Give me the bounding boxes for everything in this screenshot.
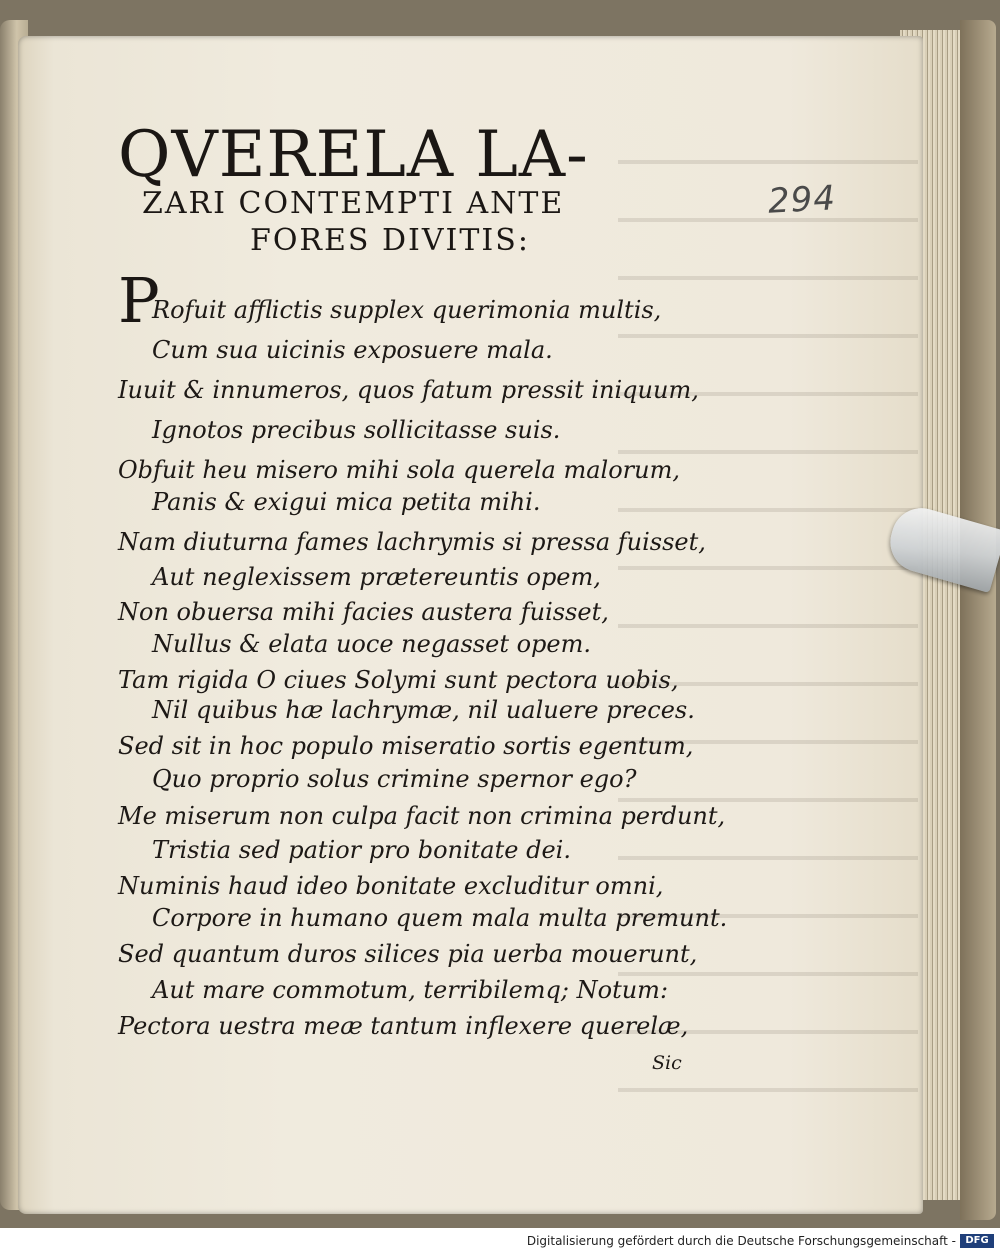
verse-line: Corpore in humano quem mala multa premunt.: [152, 904, 728, 932]
verse-line: Rofuit afflictis supplex querimonia multis,: [152, 296, 662, 324]
title-line-1: QVERELA LA-: [118, 118, 589, 192]
verse-line: Tam rigida O ciues Solymi sunt pectora uobis,: [118, 666, 679, 694]
funding-credit: Digitalisierung gefördert durch die Deutsche Forschungsgemeinschaft -: [526, 1234, 956, 1248]
verse-line: Non obuersa mihi facies austera fuisset,: [118, 598, 609, 626]
catchword: Sic: [652, 1052, 682, 1074]
verse-line: Quo proprio solus crimine spernor ego?: [152, 765, 637, 793]
title-line-2: ZARI CONTEMPTI ANTE: [142, 186, 565, 221]
verse-line: Sed sit in hoc populo miseratio sortis egentum,: [118, 732, 694, 760]
verse-line: Sed quantum duros silices pia uerba mouerunt,: [118, 940, 698, 968]
initial-letter: P: [118, 264, 160, 337]
verse-line: Aut mare commotum, terribilemq; Notum:: [152, 976, 669, 1004]
footer: [0, 1228, 1000, 1254]
verse-line: Nil quibus hæ lachrymæ, nil ualuere preces.: [152, 696, 695, 724]
back-cover: [960, 20, 996, 1220]
verse-line: Me miserum non culpa facit non crimina perdunt,: [118, 802, 726, 830]
folio-number: 294: [766, 178, 837, 222]
verse-line: Panis & exigui mica petita mihi.: [152, 488, 541, 516]
verse-line: Tristia sed patior pro bonitate dei.: [152, 836, 571, 864]
verse-line: Numinis haud ideo bonitate excluditur omni,: [118, 872, 664, 900]
verse-line: Nullus & elata uoce negasset opem.: [152, 630, 591, 658]
verse-line: Obfuit heu misero mihi sola querela malorum,: [118, 456, 680, 484]
title-line-3: FORES DIVITIS:: [250, 223, 530, 258]
verse-line: Cum sua uicinis exposuere mala.: [152, 336, 553, 364]
verse-line: Pectora uestra meæ tantum inflexere querelæ,: [118, 1012, 689, 1040]
verse-line: Iuuit & innumeros, quos fatum pressit iniquum,: [118, 376, 699, 404]
verse-line: Ignotos precibus sollicitasse suis.: [152, 416, 561, 444]
verse-line: Aut neglexissem prætereuntis opem,: [152, 563, 601, 591]
dfg-logo-icon: DFG: [960, 1234, 994, 1248]
verse-line: Nam diuturna fames lachrymis si pressa fuisset,: [118, 528, 706, 556]
